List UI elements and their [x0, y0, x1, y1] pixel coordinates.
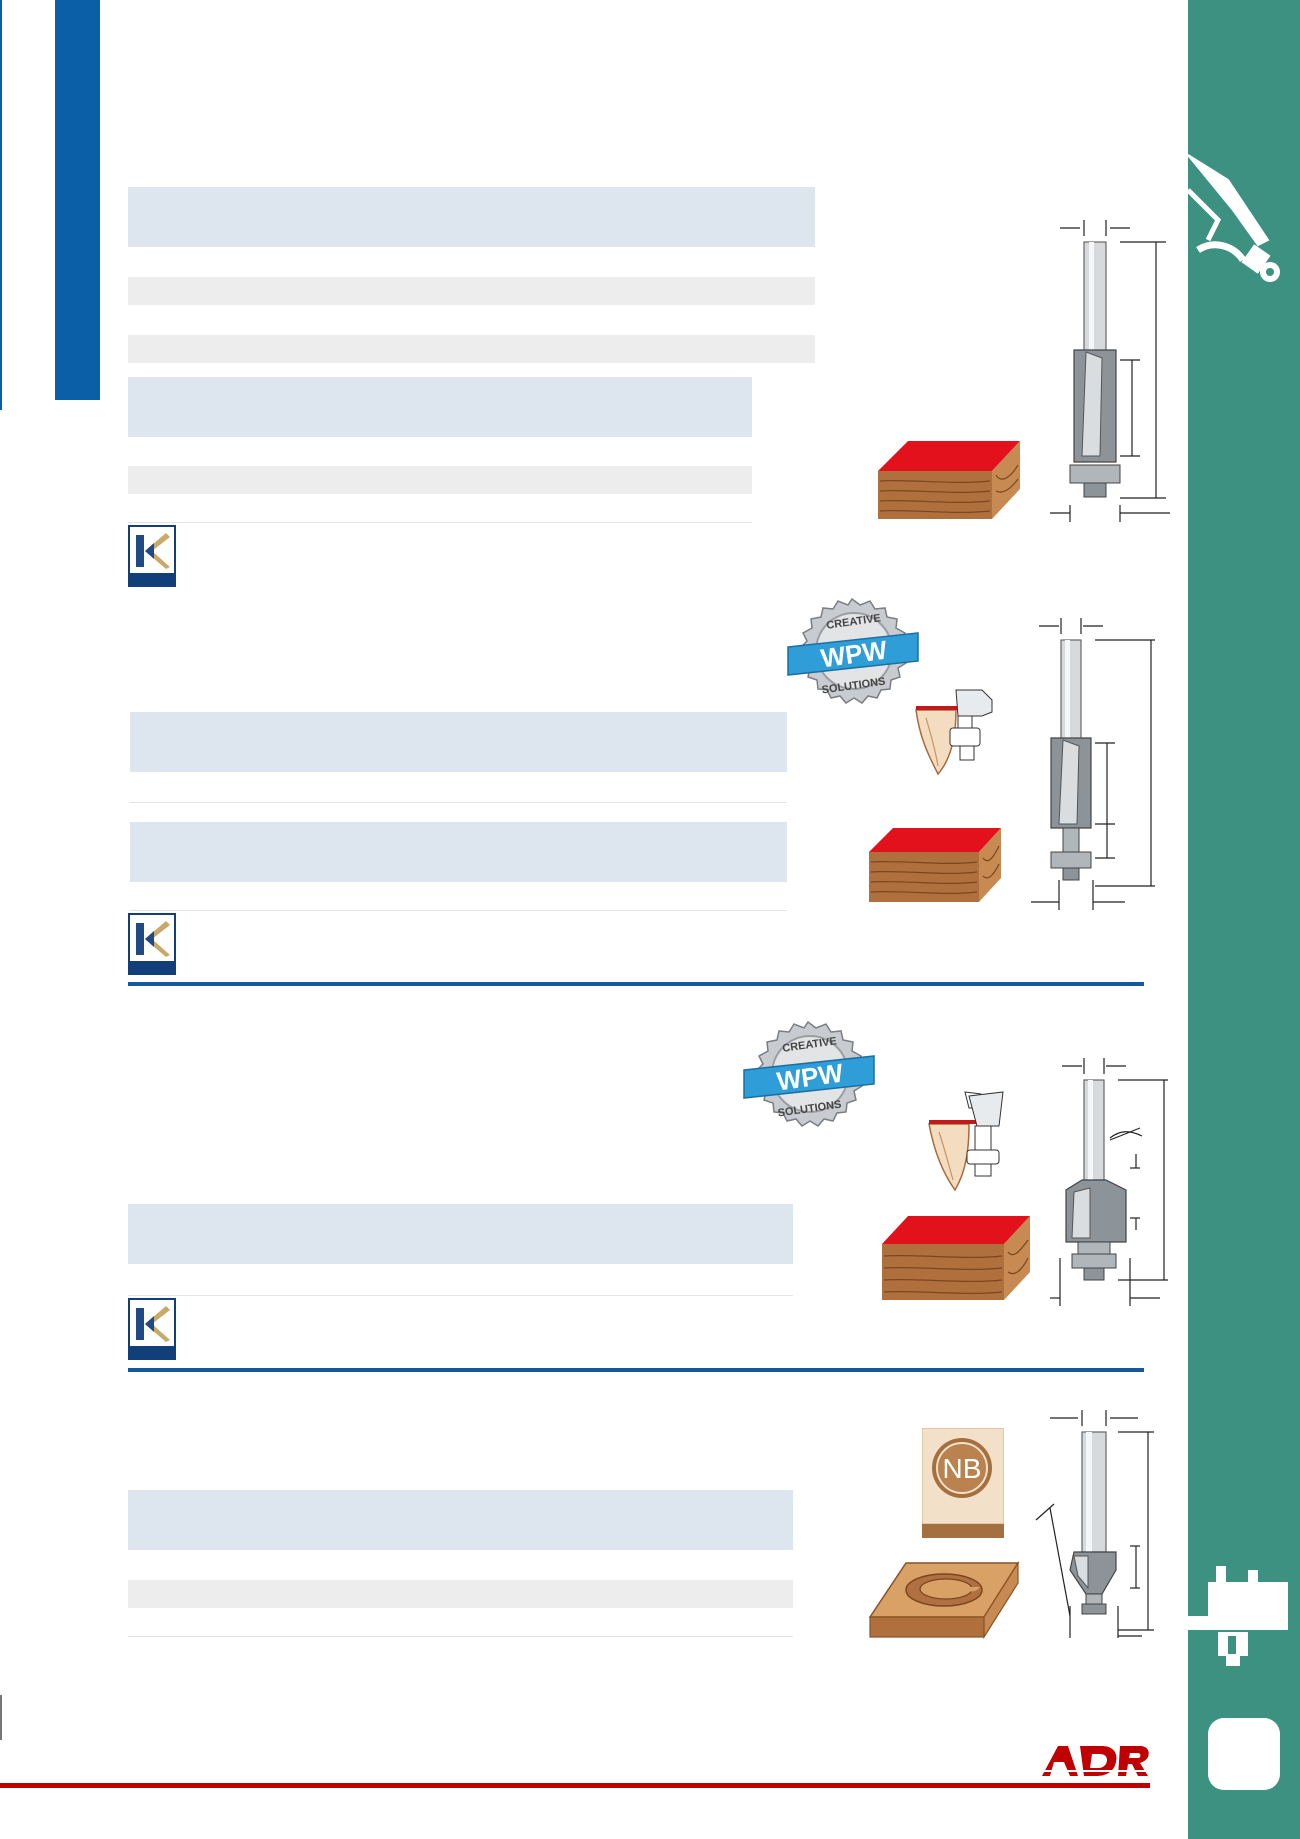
seal-middle-text: WPW [774, 1057, 845, 1097]
table-row [128, 335, 815, 363]
seal-top-text: CREATIVE [825, 612, 882, 632]
profile-diagram [912, 688, 1002, 778]
table-rule [128, 1295, 793, 1296]
nb-badge-text: NB [942, 1453, 982, 1484]
table-header [128, 377, 752, 437]
k-logo [128, 525, 176, 587]
seal-bottom-text: SOLUTIONS [776, 1098, 843, 1120]
k-logo [128, 913, 176, 975]
table-row [128, 277, 815, 305]
table-header [130, 712, 787, 772]
wpw-seal [782, 595, 922, 710]
table-row [128, 1580, 793, 1608]
footer-rule [0, 1783, 1150, 1788]
table-header [128, 187, 815, 247]
table-row [128, 466, 752, 494]
seal-middle-text: WPW [818, 634, 889, 674]
router-bit-diagram [1030, 1410, 1160, 1640]
table-header [130, 822, 787, 882]
router-bit-diagram [1040, 220, 1180, 525]
table-header [128, 1204, 793, 1264]
wood-block-icon [865, 824, 1005, 906]
seal-top-text: CREATIVE [781, 1035, 838, 1055]
brand-logo [1040, 1742, 1150, 1778]
table-rule [130, 910, 787, 911]
profile-diagram [925, 1090, 1015, 1195]
wood-block-icon [866, 1557, 1021, 1642]
table-rule [128, 1636, 793, 1637]
router-tool-icon [1188, 150, 1300, 300]
left-edge-line-lower [0, 1695, 2, 1740]
seal-bottom-text: SOLUTIONS [820, 675, 887, 697]
table-header [128, 1490, 793, 1550]
table-rule [130, 802, 787, 803]
chapter-tab [55, 0, 100, 400]
router-bit-diagram [1050, 1058, 1175, 1308]
section-divider [128, 982, 1144, 986]
k-logo [128, 1298, 176, 1360]
router-tool-icon [1188, 1560, 1300, 1680]
wood-block-icon [878, 1212, 1033, 1304]
section-divider [128, 1368, 1144, 1372]
wpw-seal [738, 1018, 878, 1133]
router-bit-diagram [1025, 618, 1170, 913]
wood-block-icon [872, 435, 1022, 525]
page-number-badge [1208, 1718, 1280, 1790]
table-rule [128, 522, 752, 523]
nb-badge [922, 1428, 1004, 1538]
left-edge-line [0, 0, 2, 410]
